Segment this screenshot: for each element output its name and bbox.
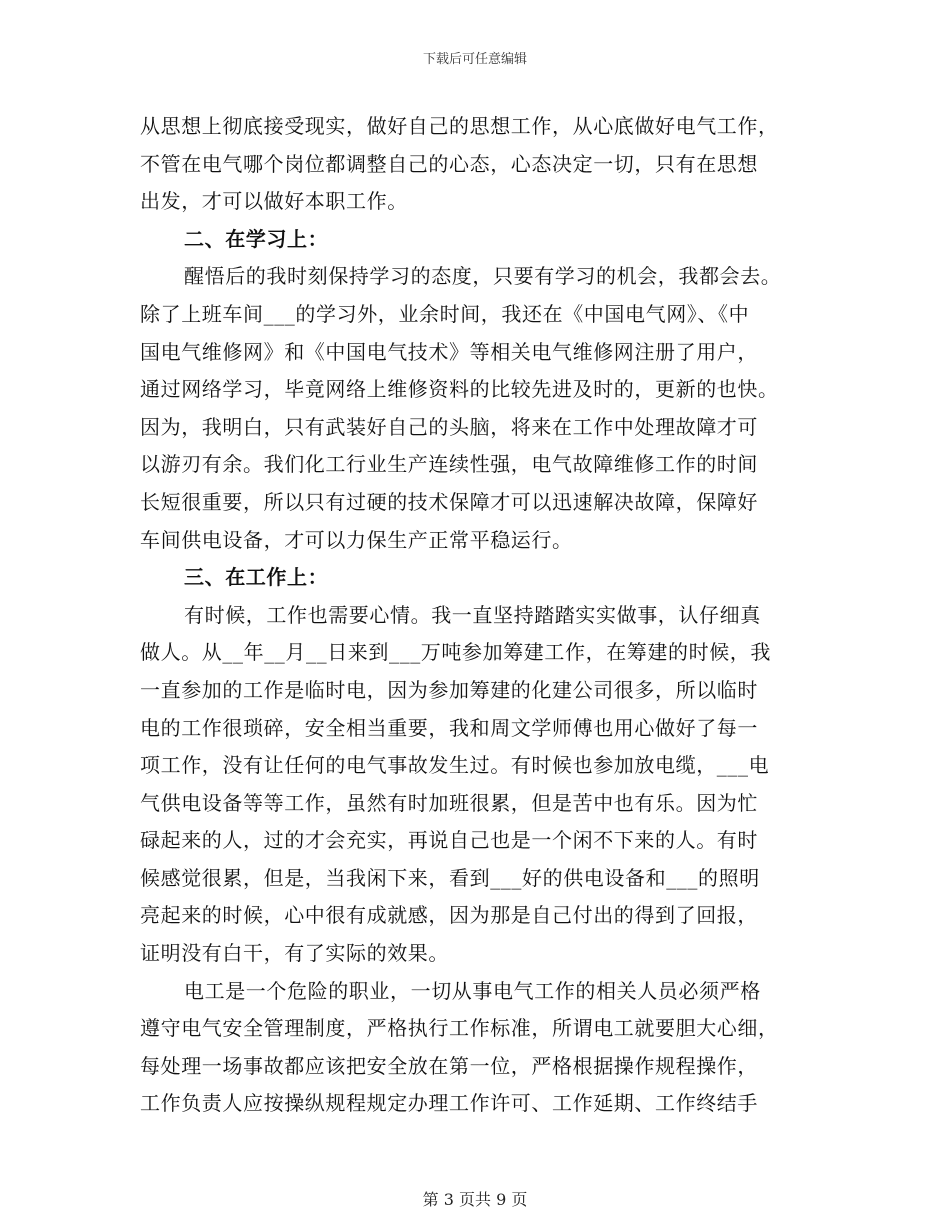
page-number: 第 3 页共 9 页 <box>422 1190 528 1209</box>
paragraph-line: 醒悟后的我时刻保持学习的态度，只要有学习的机会，我都会去。 <box>184 264 782 289</box>
paragraph-line: 出发，才可以做好本职工作。 <box>140 189 408 214</box>
section-heading: 二、在学习上： <box>184 226 329 251</box>
paragraph-line: 车间供电设备，才可以力保生产正常平稳运行。 <box>140 527 573 552</box>
paragraph-line: 从思想上彻底接受现实，做好自己的思想工作，从心底做好电气工作， <box>140 114 779 138</box>
paragraph-line: 候感觉很累，但是，当我闲下来，看到___好的供电设备和___的照明 <box>140 865 760 890</box>
paragraph-line: 亮起来的时候，心中很有成就感，因为那是自己付出的得到了回报， <box>140 903 758 928</box>
paragraph-line: 做人。从__年__月__日来到___万吨参加筹建工作，在筹建的时候，我 <box>140 640 771 665</box>
paragraph-line: 遵守电气安全管理制度，严格执行工作标准，所谓电工就要胆大心细， <box>140 1016 779 1041</box>
paragraph-line: 不管在电气哪个岗位都调整自己的心态，心态决定一切，只有在思想 <box>140 151 758 176</box>
paragraph-line: 每处理一场事故都应该把安全放在第一位，严格根据操作规程操作， <box>140 1053 758 1078</box>
paragraph-line: 有时候，工作也需要心情。我一直坚持踏踏实实做事，认仔细真 <box>184 602 761 627</box>
paragraph-line: 除了上班车间___的学习外，业余时间，我还在《中国电气网》、《中 <box>140 301 750 326</box>
paragraph-line: 因为，我明白，只有武装好自己的头脑，将来在工作中处理故障才可 <box>140 414 758 439</box>
page-header: 下载后可任意编辑 <box>422 52 527 67</box>
paragraph-line: 碌起来的人，过的才会充实，再说自己也是一个闲不下来的人。有时 <box>140 828 758 853</box>
paragraph-line: 证明没有白干，有了实际的效果。 <box>140 941 449 966</box>
paragraph-line: 电工是一个危险的职业，一切从事电气工作的相关人员必须严格 <box>184 978 761 1003</box>
paragraph-line: 以游刃有余。我们化工行业生产连续性强，电气故障维修工作的时间 <box>140 452 758 477</box>
paragraph-line: 工作负责人应按操纵规程规定办理工作许可、工作延期、工作终结手 <box>140 1091 758 1116</box>
section-heading: 三、在工作上： <box>184 565 329 590</box>
paragraph-line: 电的工作很琐碎，安全相当重要，我和周文学师傅也用心做好了每一 <box>140 715 758 740</box>
paragraph-line: 气供电设备等等工作，虽然有时加班很累，但是苦中也有乐。因为忙 <box>140 790 758 815</box>
document-body <box>140 108 805 1123</box>
paragraph-line: 一直参加的工作是临时电，因为参加筹建的化建公司很多，所以临时 <box>140 677 758 702</box>
paragraph-line: 长短很重要，所以只有过硬的技术保障才可以迅速解决故障，保障好 <box>140 489 758 514</box>
paragraph-line: 国电气维修网》和《中国电气技术》等相关电气维修网注册了用户， <box>140 339 758 364</box>
paragraph-line: 通过网络学习，毕竟网络上维修资料的比较先进及时的，更新的也快。 <box>140 377 779 402</box>
paragraph-line: 项工作，没有让任何的电气事故发生过。有时候也参加放电缆，___电 <box>140 753 770 778</box>
